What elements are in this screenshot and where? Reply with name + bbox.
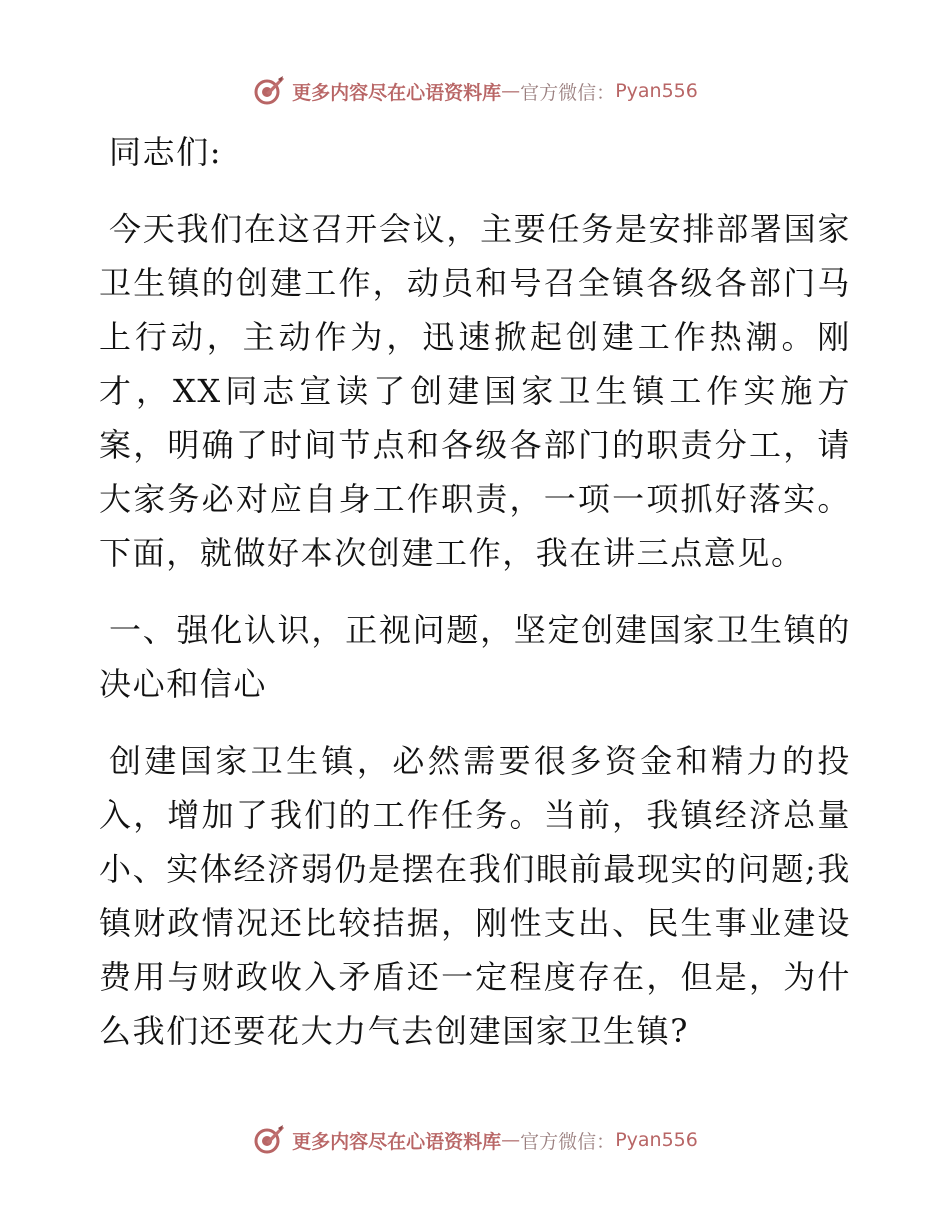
watermark-separator: — bbox=[501, 1129, 521, 1151]
salutation: 同志们: bbox=[109, 133, 223, 171]
watermark-label: 官方微信： bbox=[520, 1130, 616, 1153]
watermark-separator: — bbox=[501, 80, 521, 102]
paragraph-intro: 今天我们在这召开会议，主要任务是安排部署国家卫生镇的创建工作，动员和号召全镇各级各部门马上行动，主动作为，迅速掀起创建工作热潮。刚才，XX同志宣读了创建国家卫生镇工作实施方案，明确了时间节点和各级各部门的职责分工，请大家务必对应自身工作职责，一项一项抓好落实。下面，就做好本次创建工作，我在讲三点意见。 bbox=[99, 210, 851, 572]
watermark-label: 官方微信： bbox=[520, 81, 616, 104]
paragraph-spacer bbox=[99, 580, 851, 603]
feather-pen-circle-icon bbox=[252, 74, 286, 108]
watermark-brand-text: 更多内容尽在心语资料库 bbox=[292, 81, 502, 104]
header-watermark bbox=[0, 71, 950, 111]
document-body bbox=[99, 125, 851, 1058]
paragraph-spacer bbox=[99, 179, 851, 202]
feather-pen-circle-icon bbox=[252, 1123, 286, 1157]
paragraph-body-1: 创建国家卫生镇，必然需要很多资金和精力的投入，增加了我们的工作任务。当前，我镇经济总量小、实体经济弱仍是摆在我们眼前最现实的问题;我镇财政情况还比较拮据，刚性支出、民生事业建设费用与财政收入矛盾还一定程度存在，但是，为什么我们还要花大力气去创建国家卫生镇? bbox=[99, 742, 851, 1050]
watermark-brand-text: 更多内容尽在心语资料库 bbox=[292, 1130, 502, 1153]
paragraph-spacer bbox=[99, 711, 851, 734]
watermark-wechat-id: Pyan556 bbox=[615, 1129, 698, 1151]
section-heading-1: 一、强化认识，正视问题，坚定创建国家卫生镇的决心和信心 bbox=[99, 611, 851, 703]
watermark-wechat-id: Pyan556 bbox=[615, 80, 698, 102]
footer-watermark bbox=[0, 1120, 950, 1160]
